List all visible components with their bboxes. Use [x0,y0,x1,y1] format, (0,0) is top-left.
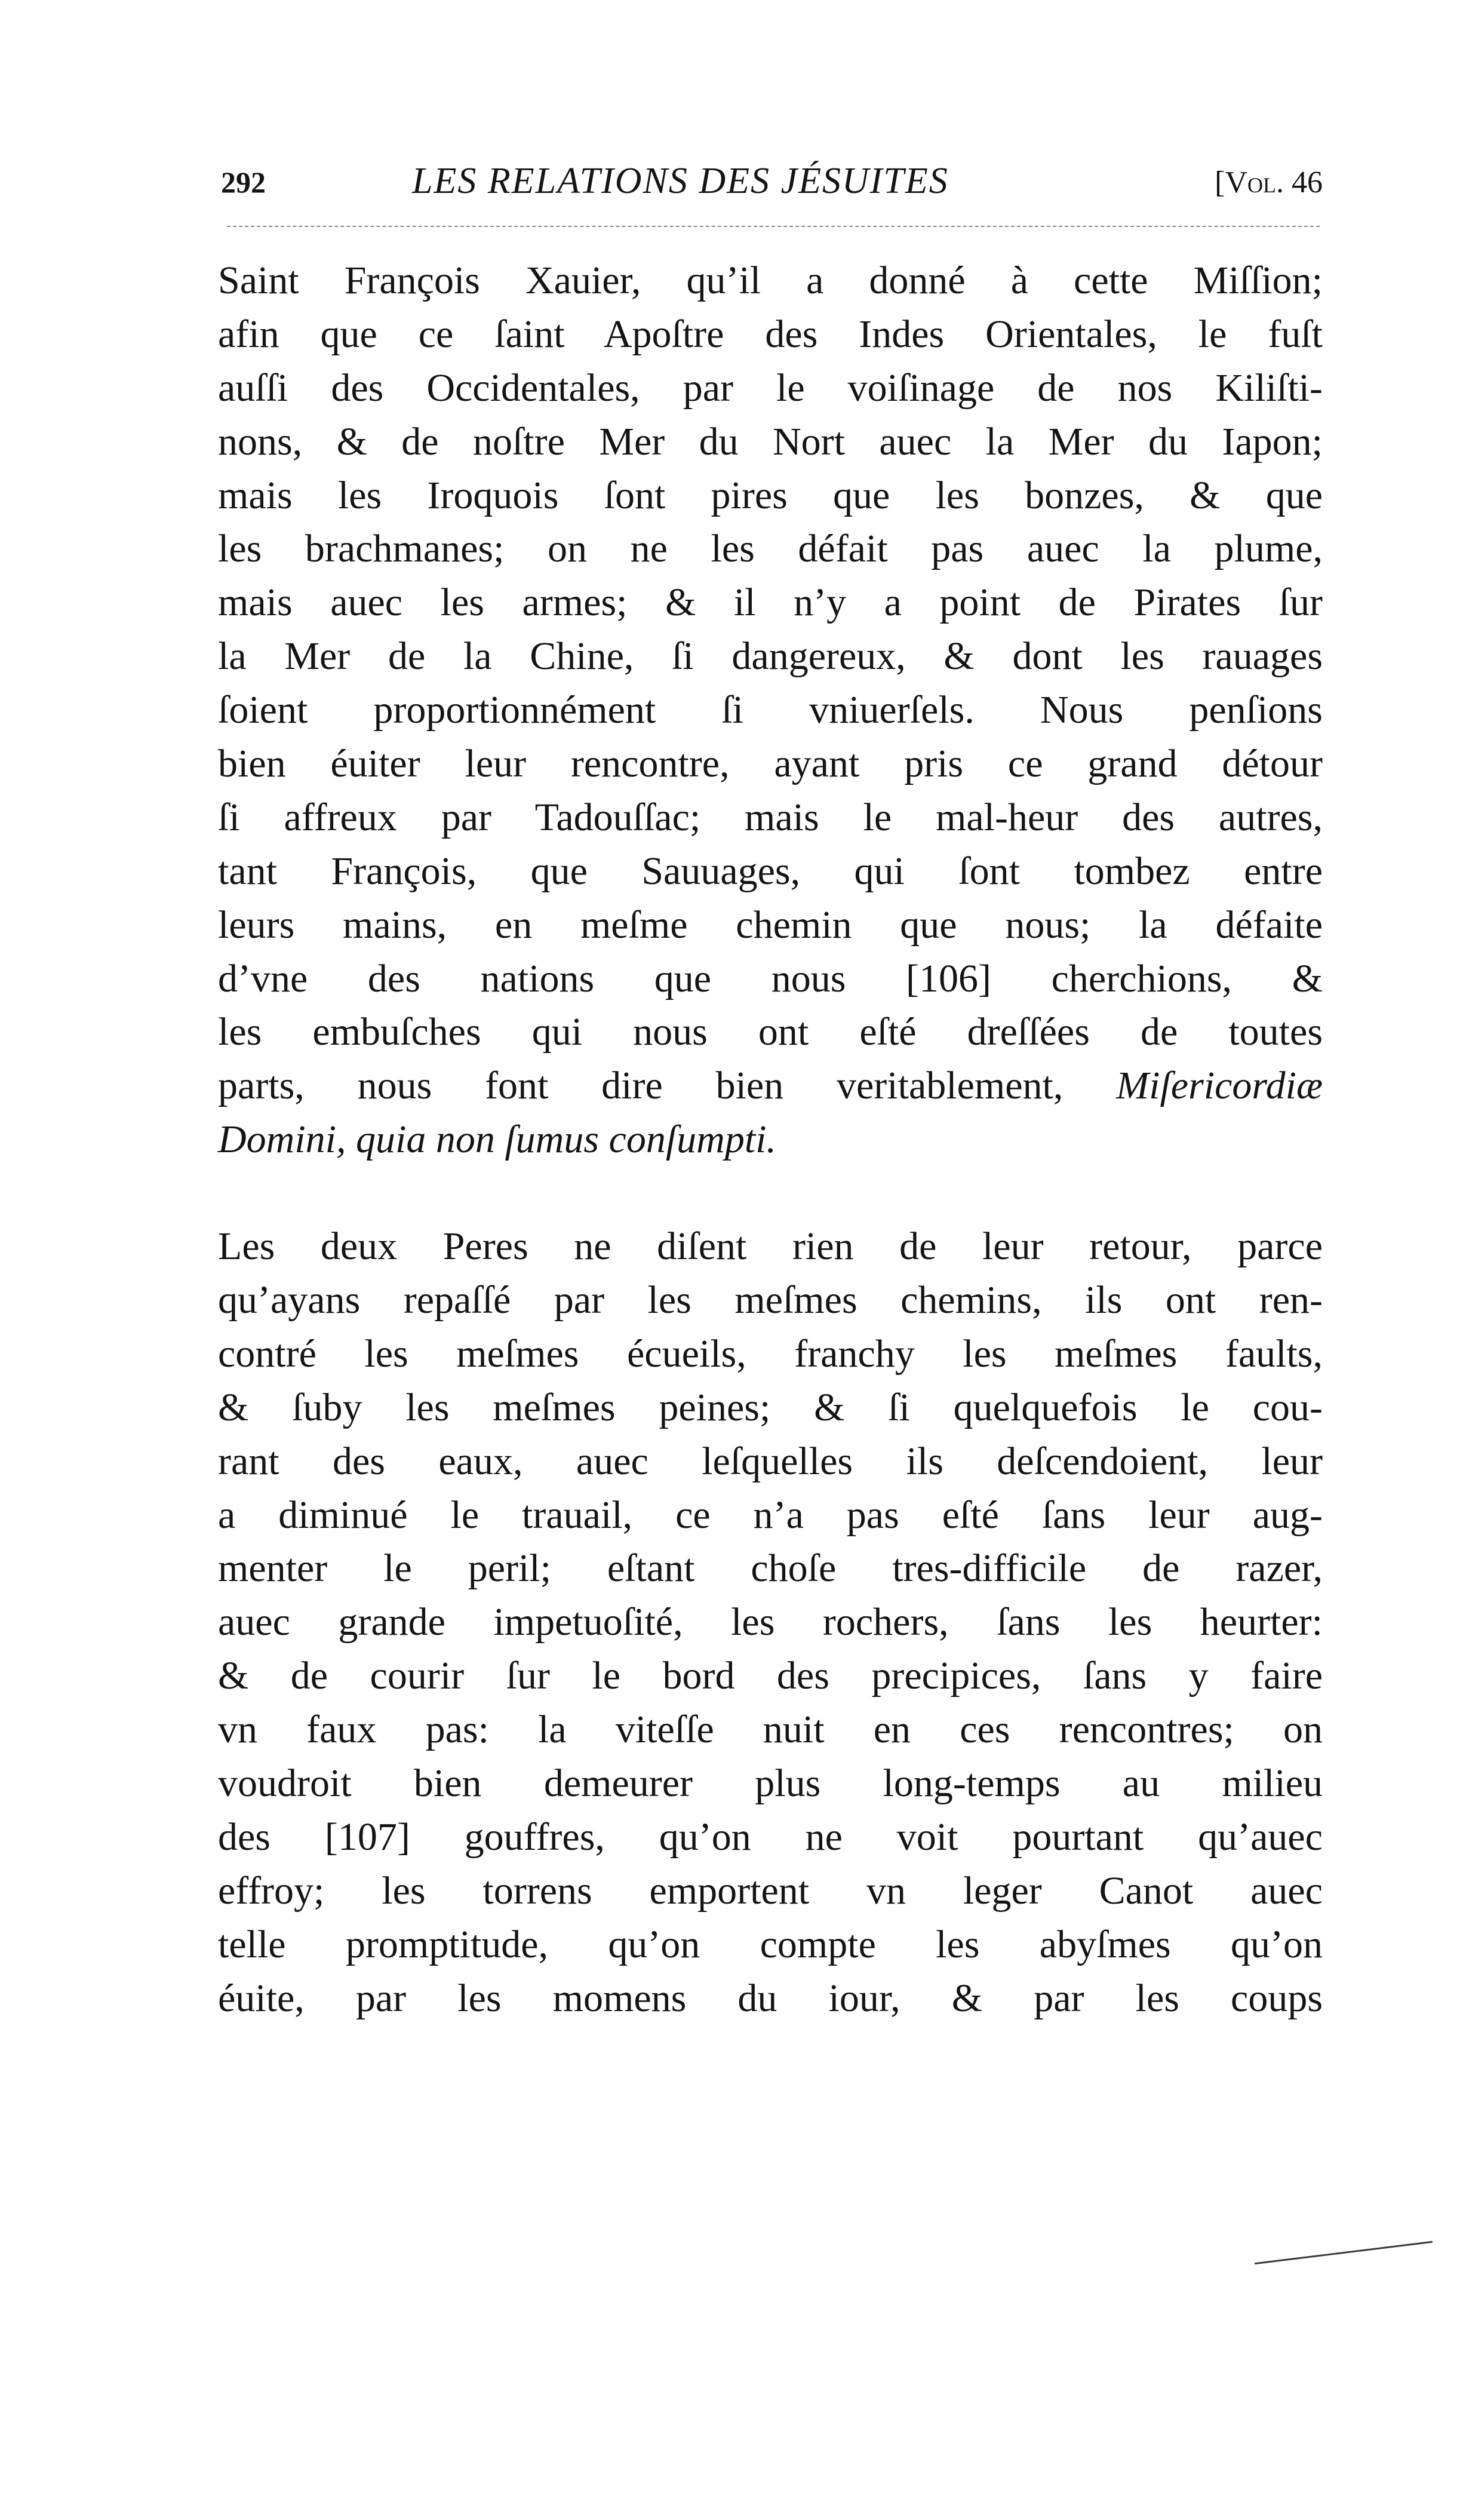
text-line: qu’ayans repaſſé par les meſmes chemins, ils ont ren- [218,1278,1323,1322]
text-line: leurs mains, en meſme chemin que nous; la défaite [218,903,1323,947]
text-line: des [107] gouffres, qu’on ne voit pourtant qu’auec [218,1815,1323,1859]
text-segment: parts, nous font dire bien veritablement, [218,1064,1064,1108]
text-line: Saint François Xauier, qu’il a donné à cette Miſſion; [218,259,1323,302]
paragraph-gap [218,1167,1323,1220]
header-rule [227,226,1320,227]
text-line: éuite, par les momens du iour, & par les coups [218,1976,1323,2020]
text-line: voudroit bien demeurer plus long-temps au milieu [218,1761,1323,1806]
scan-stray-mark [1255,2241,1433,2265]
text-line: rant des eaux, auec leſquelles ils deſcendoient, leur [218,1439,1323,1483]
running-title: LES RELATIONS DES JÉSUITES [412,161,949,201]
text-line: les brachmanes; on ne les défait pas auec la plume, [218,527,1323,571]
text-line: ſi affreux par Tadouſſac; mais le mal-heur des autres, [218,795,1323,839]
text-line: menter le peril; eſtant choſe tres-difficile de razer, [218,1546,1323,1591]
body-text [218,254,1323,2025]
paragraph-1 [218,254,1323,1167]
latin-quote-start: Miſericordiæ [1116,1064,1323,1108]
text-line: d’vne des nations que nous [106] cherchions, & [218,956,1323,1000]
text-line: la Mer de la Chine, ſi dangereux, & dont les rauages [218,634,1323,679]
text-line: mais auec les armes; & il n’y a point de Pirates ſur [218,581,1323,625]
text-line: telle promptitude, qu’on compte les abyſmes qu’on [218,1922,1323,1966]
text-line: & ſuby les meſmes peines; & ſi quelquefois le cou- [218,1385,1323,1429]
text-line: vn faux pas: la viteſſe nuit en ces rencontres; on [218,1708,1323,1752]
text-line: bien éuiter leur rencontre, ayant pris ce grand détour [218,742,1323,786]
text-line: contré les meſmes écueils, franchy les meſmes faults, [218,1331,1323,1376]
text-line: tant François, que Sauuages, qui ſont tombez entre [218,849,1323,893]
text-line: auec grande impetuoſité, les rochers, ſans les heurter: [218,1600,1323,1644]
text-line: Les deux Peres ne diſent rien de leur retour, parce [218,1224,1323,1269]
text-line: auſſi des Occidentales, par le voiſinage de nos Kiliſti- [218,366,1323,410]
page-number: 292 [221,165,266,199]
running-head [221,160,1323,214]
latin-quote-end: Domini, quia non ſumus conſumpti. [218,1118,776,1162]
text-line: ſoient proportionnément ſi vniuerſels. Nous penſions [218,688,1323,732]
text-line-with-italic [218,1059,1323,1113]
text-line: effroy; les torrens emportent vn leger Canot auec [218,1868,1323,1913]
text-line: mais les Iroquois ſont pires que les bonzes, & que [218,473,1323,517]
text-line: afin que ce ſaint Apoſtre des Indes Orientales, le fuſt [218,312,1323,356]
text-line: nons, & de noſtre Mer du Nort auec la Mer du Iapon; [218,419,1323,464]
text-line: les embuſches qui nous ont eſté dreſſées de toutes [218,1010,1323,1054]
text-line: & de courir ſur le bord des precipices, ſans y faire [218,1654,1323,1698]
volume-label: [Vol. 46 [1215,165,1323,199]
text-line: a diminué le trauail, ce n’a pas eſté ſans leur aug- [218,1493,1323,1537]
paragraph-2 [218,1220,1323,2025]
